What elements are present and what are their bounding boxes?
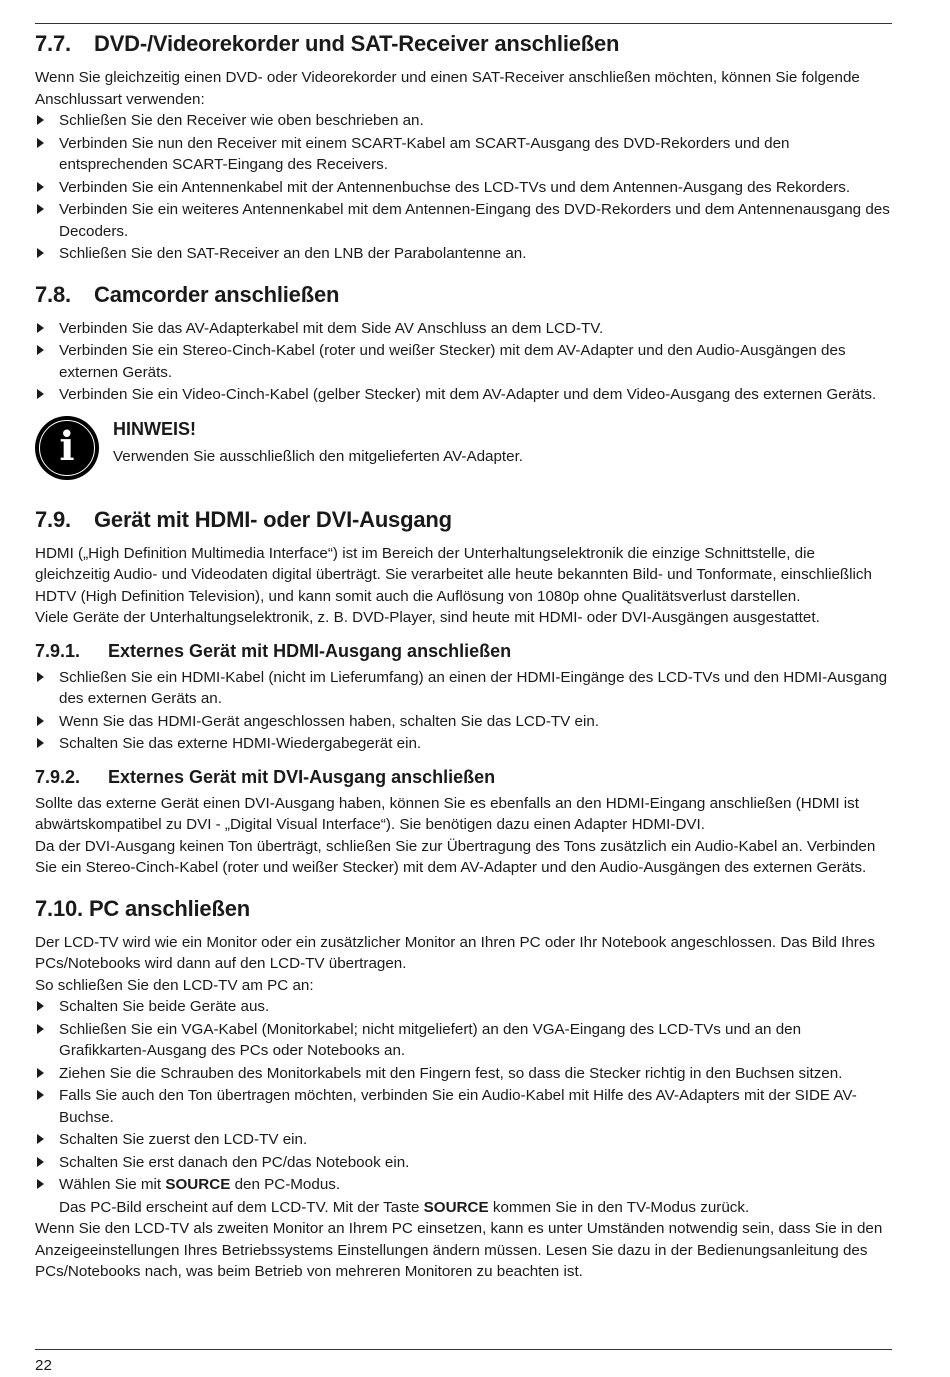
section-number: 7.9. [35,506,71,532]
bullet-arrow-icon [37,389,44,399]
list-item: Wenn Sie das HDMI-Gerät angeschlossen haben, schalten Sie das LCD-TV ein. [35,711,892,733]
list-item: Falls Sie auch den Ton übertragen möchten, verbinden Sie ein Audio-Kabel mit Hilfe des AV-Adapters mit der SIDE AV-Buchse. [35,1085,892,1128]
info-icon: i [35,416,99,480]
bullet-arrow-icon [37,1024,44,1034]
bullet-arrow-icon [37,716,44,726]
section-number: 7.10. [35,895,83,921]
subsection-heading-7-9-2 [35,765,892,789]
list-item: Verbinden Sie ein Video-Cinch-Kabel (gelber Stecker) mit dem AV-Adapter und dem Video-Ausgang des externen Geräts. [35,384,892,406]
list-item: Schalten Sie erst danach den PC/das Notebook ein. [35,1152,892,1174]
bullet-arrow-icon [37,1090,44,1100]
subsection-title: Externes Gerät mit DVI-Ausgang anschließen [108,766,496,787]
section-heading-7-10 [35,895,892,923]
list-item: Verbinden Sie ein weiteres Antennenkabel mit dem Antennen-Eingang des DVD-Rekorders und dem Antennenausgang des Decoders. [35,199,892,242]
section-heading-7-7 [35,30,892,58]
top-rule [35,23,892,24]
list-item: Schalten Sie zuerst den LCD-TV ein. [35,1129,892,1151]
section-title: PC anschließen [88,895,250,921]
bullet-arrow-icon [37,738,44,748]
page-number: 22 [35,1357,52,1374]
source-key-label: SOURCE [423,1198,489,1216]
bullet-arrow-icon [37,1068,44,1078]
section-7-9-1-list [35,667,892,755]
section-title: DVD-/Videorekorder und SAT-Receiver anschließen [94,31,620,56]
bullet-arrow-icon [37,672,44,682]
list-item: Ziehen Sie die Schrauben des Monitorkabels mit den Fingern fest, so dass die Stecker richtig in den Buchsen sitzen. [35,1063,892,1085]
list-item: Schalten Sie das externe HDMI-Wiedergabegerät ein. [35,733,892,755]
section-number: 7.8. [35,281,71,307]
section-7-10-paragraph-2: So schließen Sie den LCD-TV am PC an: [35,976,314,994]
subsection-heading-7-9-1 [35,639,892,663]
list-item: Wählen Sie mit SOURCE den PC-Modus. [35,1174,892,1196]
source-key-label: SOURCE [165,1176,231,1193]
section-7-9-2-paragraph-2: Da der DVI-Ausgang keinen Ton überträgt, schließen Sie zur Übertragung des Tons zusätzlich ein Audio-Kabel an. Verbinden Sie ein Stereo-Cinch-Kabel (roter und weißer Stecker) mit dem AV-Adapter und den Audio-Ausgängen des externen Geräts. [35,837,876,876]
list-item: Schließen Sie ein VGA-Kabel (Monitorkabel; nicht mitgeliefert) an den VGA-Eingang des LCD-TVs und an den Grafikkarten-Ausgang des PCs oder Notebooks an. [35,1019,892,1062]
bullet-arrow-icon [37,138,44,148]
bullet-arrow-icon [37,323,44,333]
bullet-arrow-icon [37,182,44,192]
section-7-10-list [35,996,892,1196]
list-item-continuation: Das PC-Bild erscheint auf dem LCD-TV. Mit der Taste SOURCE kommen Sie in den TV-Modus zurück. [59,1198,750,1216]
list-item: Verbinden Sie ein Antennenkabel mit der Antennenbuchse des LCD-TVs und dem Antennen-Ausgang des Rekorders. [35,177,892,199]
section-heading-7-8 [35,281,892,309]
subsection-title: Externes Gerät mit HDMI-Ausgang anschließen [108,640,512,661]
bullet-arrow-icon [37,1157,44,1167]
list-item: Schließen Sie ein HDMI-Kabel (nicht im Lieferumfang) an einen der HDMI-Eingänge des LCD-TVs und den HDMI-Ausgang des externen Geräts an. [35,667,892,710]
bullet-arrow-icon [37,1179,44,1189]
list-item: Verbinden Sie das AV-Adapterkabel mit dem Side AV Anschluss an dem LCD-TV. [35,318,892,340]
section-heading-7-9 [35,506,892,534]
section-7-9-2-paragraph-1: Sollte das externe Gerät einen DVI-Ausgang haben, können Sie es ebenfalls an den HDMI-Eingang anschließen (HDMI ist abwärtskompatibel zu DVI - „Digital Visual Interface“). Sie benötigen dazu einen Adapter HDMI-DVI. [35,794,859,833]
section-number: 7.7. [35,31,71,56]
section-7-8-list [35,318,892,406]
note-title: HINWEIS! [113,418,196,439]
list-item: Schließen Sie den Receiver wie oben beschrieben an. [35,110,892,132]
list-item: Schließen Sie den SAT-Receiver an den LNB der Parabolantenne an. [35,243,892,265]
section-7-9-paragraph-2: Viele Geräte der Unterhaltungselektronik, z. B. DVD-Player, sind heute mit HDMI- oder DVI-Ausgängen ausgestattet. [35,609,820,626]
bullet-arrow-icon [37,345,44,355]
bullet-arrow-icon [37,1134,44,1144]
subsection-number: 7.9.2. [35,766,81,787]
subsection-number: 7.9.1. [35,640,81,661]
section-7-9-paragraph-1: HDMI („High Definition Multimedia Interface“) ist im Bereich der Unterhaltungselektronik die einzige Schnittstelle, die gleichzeitig Audio- und Videodaten digital überträgt. Sie verarbeitet alle heute bekannten Bild- und Tonformate, einschließlich HDTV (High Definition Television), und kann somit auch die Auflösung von 1080p ohne Qualitätsverlust darstellen. [35,544,872,605]
section-7-10-paragraph-1: Der LCD-TV wird wie ein Monitor oder ein zusätzlicher Monitor an Ihren PC oder Ihr Notebook angeschlossen. Das Bild Ihres PCs/Notebooks wird dann auf den LCD-TV übertragen. [35,933,875,972]
section-7-7-intro: Wenn Sie gleichzeitig einen DVD- oder Videorekorder und einen SAT-Receiver anschließen möchten, können Sie folgende Anschlussart verwenden: [35,69,860,108]
section-title: Gerät mit HDMI- oder DVI-Ausgang [94,506,452,532]
list-item: Verbinden Sie ein Stereo-Cinch-Kabel (roter und weißer Stecker) mit dem AV-Adapter und den Audio-Ausgängen des externen Geräts. [35,340,892,383]
bullet-arrow-icon [37,115,44,125]
list-item: Verbinden Sie nun den Receiver mit einem SCART-Kabel am SCART-Ausgang des DVD-Rekorders und den entsprechenden SCART-Eingang des Receivers. [35,133,892,176]
note-text: Verwenden Sie ausschließlich den mitgelieferten AV-Adapter. [113,447,524,465]
note-box [35,416,892,486]
bullet-arrow-icon [37,248,44,258]
bullet-arrow-icon [37,1001,44,1011]
section-7-10-paragraph-3: Wenn Sie den LCD-TV als zweiten Monitor an Ihrem PC einsetzen, kann es unter Umständen notwendig sein, dass Sie in den Anzeigeeinstellungen Ihres Betriebssystems Einstellungen ändern müssen. Lesen Sie dazu in der Bedienungsanleitung des PCs/Notebooks nach, was beim Betrieb von mehreren Monitoren zu beachten ist. [35,1220,883,1280]
list-item: Schalten Sie beide Geräte aus. [35,996,892,1018]
section-7-7-list [35,110,892,265]
page-content [35,30,892,1283]
section-title: Camcorder anschließen [94,281,340,307]
bullet-arrow-icon [37,204,44,214]
bottom-rule [35,1349,892,1350]
